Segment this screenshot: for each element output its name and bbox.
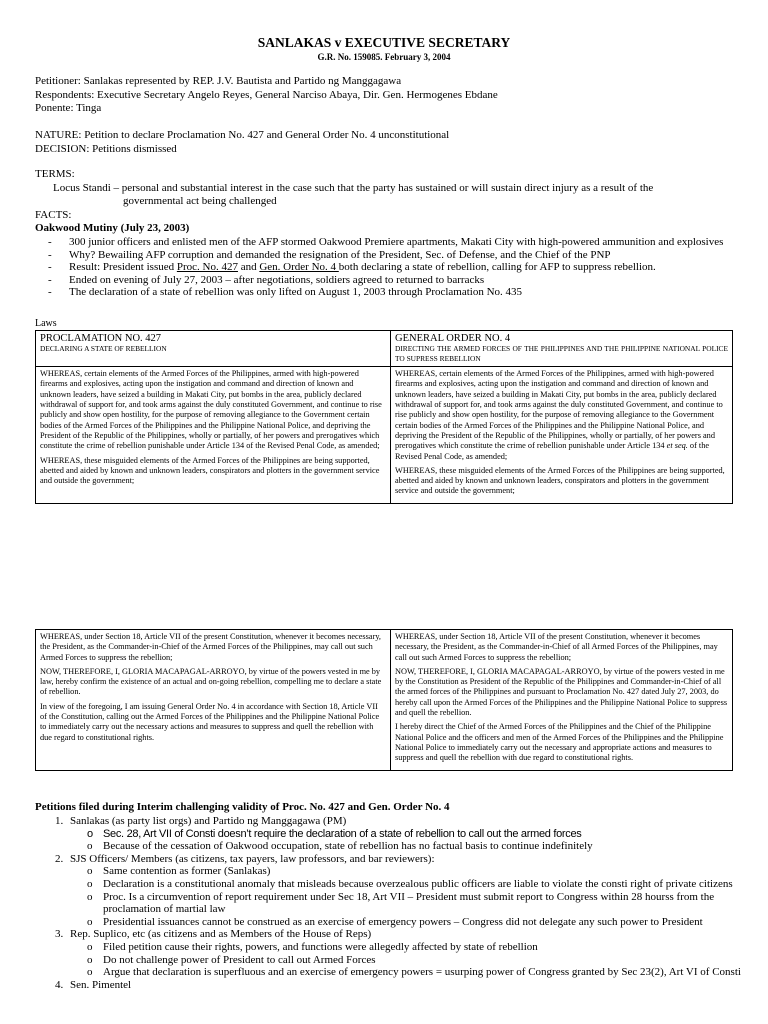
petition-subitem: o Proc. Is a circumvention of report requirement under Sec 18, Art VII – President must submit report to Congress within 28 hourss from the proclamation of martial law [87, 890, 715, 916]
laws-comparison-table-continued [35, 629, 733, 771]
proclamation-427-body [36, 367, 391, 504]
petition-subitem: o Because of the cessation of Oakwood occupation, state of rebellion has no factual basis to continue indefinitely [87, 840, 593, 853]
operative-clause: I hereby direct the Chief of the Armed Forces of the Philippines and the Chief of the Philippine National Police and the officers and men of the Armed Forces of the Philippines and the Philippine National Police to immediately carry out the necessary and appropriate actions and measures to suppress and quell the rebellion with due regard to constitutional rights. [395, 722, 724, 763]
petition-item: 2. SJS Officers/ Members (as citizens, tax payers, law professors, and bar reviewers): [55, 852, 435, 865]
petitions-heading: Petitions filed during Interim challenging validity of Proc. No. 427 and Gen. Order No. 4 [35, 801, 450, 813]
fact-item: - The declaration of a state of rebellion was only lifted on August 1, 2003 through Proclamation No. 435 [48, 286, 738, 299]
operative-clause: In view of the foregoing, I am issuing General Order No. 4 in accordance with Section 18, Article VII of the Constitution, calling out the Armed Forces of the Philippines and the Philippine National Police to immediately carry out the necessary actions and measures to suppress and quell the rebellion with due regard to constitutional rights. [40, 701, 380, 742]
general-order-4-title: GENERAL ORDER NO. 4 [395, 333, 511, 344]
petition-subitem: o Sec. 28, Art VII of Consti doesn’t require the declaration of a state of rebellion to call out the armed forces [87, 827, 582, 840]
respondents-line: Respondents: Executive Secretary Angelo Reyes, General Narciso Abaya, Dir. Gen. Hermogenes Ebdane [35, 88, 498, 101]
whereas-clause: WHEREAS, certain elements of the Armed Forces of the Philippines, armed with high-powered firearms and explosives, acting upon the instigation and command and direction of known and unknown leaders, have seized a building in Makati City, put bombs in the area, publicly declared withdrawal of support for, and took arms against the duly constituted Government, and continue to rise publicly and show open hostility, for the purpose of removing allegiance to the Government certain bodies of the Armed Forces of the Philippines and the Philippine National Police, and depriving the President of the Republic of the Philippines, wholly or partially, of her powers and prerogatives which constitute the crime of rebellion punishable under Article 134 et seq. of the Revised Penal Code, as amended; [395, 369, 723, 461]
whereas-clause: WHEREAS, under Section 18, Article VII of the present Constitution, whenever it becomes necessary, the President, as the Commander-in-Chief of all Armed Forces of the Philippines, may call out such Armed Forces to suppress the rebellion; [395, 632, 718, 662]
operative-clause: NOW, THEREFORE, I, GLORIA MACAPAGAL-ARROYO, by virtue of the powers vested in me by law, hereby confirm the existence of an actual and on-going rebellion, compelling me to declare a state of rebellion. [40, 666, 382, 697]
fact-item: - Ended on evening of July 27, 2003 – after negotiations, soldiers agreed to returned to barracks [48, 274, 738, 287]
case-meta [35, 75, 498, 116]
petition-subitem: o Presidential issuances cannot be construed as an exercise of emergency powers – Congress did not delegate any such power to President [87, 915, 703, 928]
oakwood-mutiny-heading: Oakwood Mutiny (July 23, 2003) [35, 222, 190, 234]
proclamation-427-title: PROCLAMATION NO. 427 [40, 333, 162, 344]
decision-line: DECISION: Petitions dismissed [35, 142, 177, 155]
petition-item: 1. Sanlakas (as party list orgs) and Partido ng Manggagawa (PM) [55, 815, 347, 827]
terms-heading: TERMS: [35, 168, 75, 180]
proc-427-link: Proc. No. 427 [176, 261, 238, 274]
nature-line: NATURE: Petition to declare Proclamation No. 427 and General Order No. 4 unconstitutional [35, 129, 450, 141]
petitions-list [55, 815, 745, 991]
facts-heading: FACTS: [35, 209, 72, 221]
locus-standi-term: Locus Standi [53, 181, 111, 194]
ponente-line: Ponente: Tinga [35, 102, 102, 114]
fact-item: - Result: President issued Proc. No. 427 and Gen. Order No. 4 both declaring a state of rebellion, calling for AFP to suppress rebellion. [48, 261, 738, 274]
petition-subitem: o Filed petition cause their rights, powers, and functions were allegedly affected by state of rebellion [87, 940, 538, 953]
whereas-clause: WHEREAS, these misguided elements of the Armed Forces of the Philippines are being supported, abetted and aided by known and unknown leaders, conspirators and plotters in the government service and outside the government; [40, 455, 380, 486]
locus-standi-text: – personal and substantial interest in the case such that the party has sustained or will sustain direct injury as a result of the [110, 181, 654, 194]
petition-subitem: o Argue that declaration is superfluous and an exercise of emergency powers = usurping power of Congress granted by Sec 23(2), Art VI of Consti [87, 966, 741, 979]
document-title: SANLAKAS v EXECUTIVE SECRETARY [257, 35, 511, 50]
locus-standi-continuation: governmental act being challenged [123, 195, 277, 207]
fact-item: - 300 junior officers and enlisted men of the AFP stormed Oakwood Premiere apartments, Makati City with high-powered ammunition and explosives [48, 236, 738, 249]
petition-item: 4. Sen. Pimentel [55, 978, 132, 991]
general-order-4-body [391, 367, 733, 504]
laws-label: Laws [35, 318, 57, 329]
proclamation-427-body-continued [36, 630, 391, 771]
whereas-clause: WHEREAS, certain elements of the Armed Forces of the Philippines, armed with high-powered firearms and explosives, acting upon the instigation and command and direction of known and unknown leaders, have seized a building in Makati City, put bombs in the area, publicly declared withdrawal of support for, and took arms against the duly constituted Government, and continue to rise publicly and show open hostility, for the purpose of removing allegiance to the Government certain bodies of the Armed Forces of the Philippines and the Philippine National Police, and depriving the President of the Republic of the Philippines, wholly or partially, of her powers and prerogatives which constitute the crime of rebellion punishable under Article 134 of the Revised Penal Code, as amended; [40, 369, 382, 451]
whereas-clause: WHEREAS, these misguided elements of the Armed Forces of the Philippines are being supported, abetted and aided by known and unknown leaders, conspirators and plotters in the government service and outside the government; [395, 465, 725, 496]
document-citation: G.R. No. 159085. February 3, 2004 [317, 52, 451, 62]
laws-comparison-table [35, 330, 733, 504]
petitioner-line: Petitioner: Sanlakas represented by REP. J.V. Bautista and Partido ng Manggagawa [35, 75, 402, 87]
whereas-clause: WHEREAS, under Section 18, Article VII of the present Constitution, whenever it becomes necessary, the President, as the Commander-in-Chief of the Armed Forces of the Philippines, may call out such Armed Forces to suppress the rebellion; [40, 632, 382, 662]
petition-item: 3. Rep. Suplico, etc (as citizens and as Members of the House of Reps) [55, 928, 372, 941]
general-order-4-subtitle: DIRECTING THE ARMED FORCES OF THE PHILIPPINES AND THE PHILIPPINE NATIONAL POLICE TO SUPRESS REBELLION [395, 344, 728, 363]
nature-decision [35, 129, 449, 156]
petition-subitem: o Same contention as former (Sanlakas) [87, 865, 271, 878]
proclamation-427-header [36, 331, 391, 367]
petition-subitem: o Do not challenge power of President to call out Armed Forces [87, 953, 376, 966]
terms-section [35, 168, 735, 209]
fact-item: - Why? Bewailing AFP corruption and demanded the resignation of the President, Sec. of Defense, and the Chief of the PNP [48, 249, 738, 262]
petition-subitem: o Declaration is a constitutional anomaly that misleads because overzealous public officers are liable to violate the consti right of private citizens [87, 877, 733, 890]
gen-order-4-link: Gen. Order No. 4 [259, 261, 339, 274]
locus-standi-definition [35, 182, 735, 196]
general-order-4-body-continued [391, 630, 733, 771]
proclamation-427-subtitle: DECLARING A STATE OF REBELLION [40, 344, 167, 353]
general-order-4-header [391, 331, 733, 367]
operative-clause: NOW, THEREFORE, I, GLORIA MACAPAGAL-ARROYO, by virtue of the powers vested in me by the Constitution as President of the Republic of the Philippines and Commander-in-Chief of all the armed forces of the Philippines and pursuant to Proclamation No. 427 dated July 27, 2003, do hereby call upon the Armed Forces of the Philippines and the Philippine National Police to suppress and quell the rebellion. [395, 666, 728, 718]
facts-list [48, 236, 738, 299]
